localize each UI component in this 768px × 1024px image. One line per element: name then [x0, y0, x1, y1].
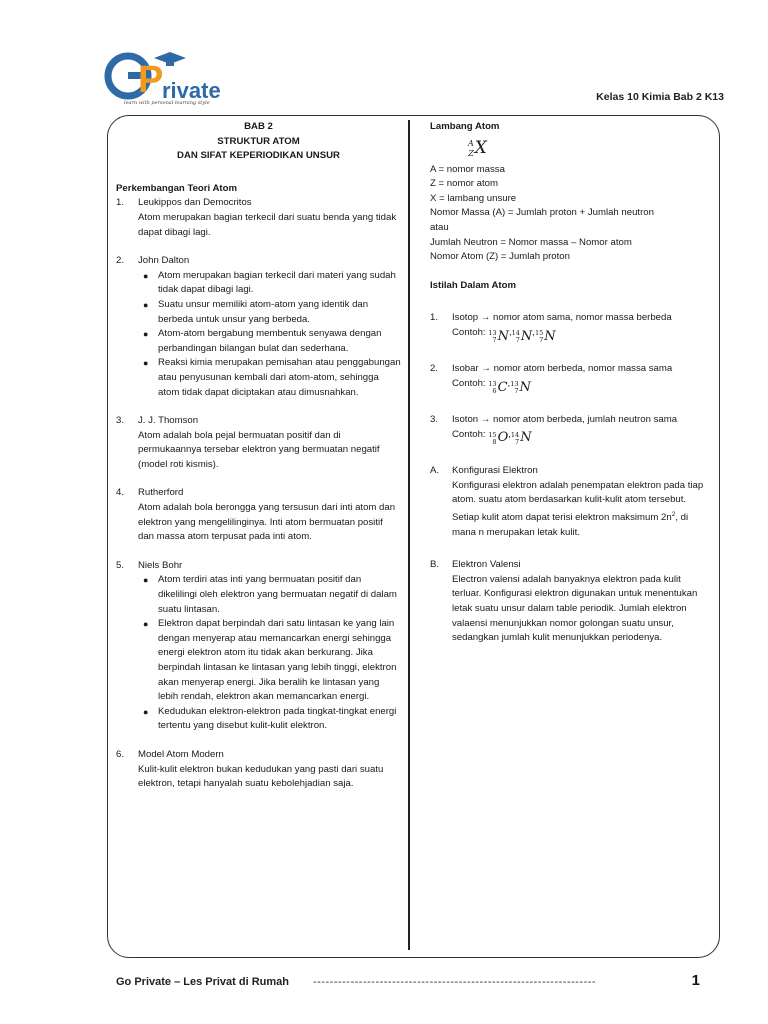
theory-item: 5. Niels Bohr ● Atom terdiri atas inti yang bermuatan positif dan dikelilingi oleh elektron yang bermuatan negatif di dalam suatu lintasan. ● Elektron dapat berpindah dari satu lintasan ke yang lain dengan menyerap atau memancarkan energi sehingga energi elektron atom itu tidak akan berkurang. Jika berpindah lintasan ke lintasan yang lebih tinggi, elektron akan menyerap energi. Jika beralih ke lintasan yang lebih rendah, elektron akan memancarkan energi. ● Kedudukan elektron-elektron pada tingkat-tingkat energi tertentu yang disebut kulit-kulit elektron. — [116, 559, 401, 734]
term-isoton: 3. Isoton → nomor atom berbeda, jumlah neutron sama Contoh: 15 8 O , 14 7 N — [430, 413, 712, 446]
definition-line: X = lambang unsure — [430, 192, 517, 204]
theory-name: John Dalton — [138, 255, 190, 267]
theory-name: J. J. Thomson — [138, 415, 199, 427]
definition-line: Jumlah Neutron = Nomor massa – Nomor atom — [430, 236, 632, 248]
lambang-heading: Lambang Atom — [430, 121, 500, 132]
theory-name: Rutherford — [138, 487, 184, 499]
term-isotop: 1. Isotop → nomor atom sama, nomor massa berbeda Contoh: 13 7 N , 14 7 N , 15 7 N — [430, 311, 712, 344]
definition-line: Nomor Atom (Z) = Jumlah proton — [430, 251, 570, 263]
definition-line: A = nomor massa — [430, 163, 505, 175]
bullet-item: ● Atom terdiri atas inti yang bermuatan positif dan dikelilingi oleh elektron yang bermuatan negatif di dalam suatu lintasan. — [143, 574, 397, 615]
definition-line: atau — [430, 221, 449, 233]
left-column — [116, 120, 401, 792]
section-text: Konfigurasi elektron adalah penempatan elektron pada tiap atom. suatu atom berdasarkan kulit-kulit atom tersebut. Setiap kulit atom dapat terisi elektron maksimum $2n^2$, di mana n merupakan letak kulit. — [452, 479, 704, 538]
section-text: Electron valensi adalah banyaknya elektron pada kulit terluar. Konfigurasi elektron digunakan untuk menentukan letak suatu unsur dalam table periodik. Jumlah elektron valaensi menunjukkan nomor golongan suatu unsur, sedangkan jumlah kulit menunjukkan periodenya. — [452, 573, 698, 644]
svg-text:P: P — [138, 59, 164, 101]
theory-name: Leukippos dan Democritos — [138, 197, 252, 209]
example-line: Contoh: 13 7 N , 14 7 N , 15 7 N — [452, 326, 556, 344]
theory-name: Niels Bohr — [138, 559, 183, 571]
logo-wordmark: rivate — [162, 78, 221, 103]
chapter-number: BAB 2 — [244, 121, 273, 132]
theory-item: 1. Leukippos dan Democritos Atom merupakan bagian terkecil dari suatu benda yang tidak dapat dibagi lagi. — [116, 196, 401, 240]
section-title: Elektron Valensi — [452, 559, 521, 571]
page-number: 1 — [691, 972, 700, 989]
right-column — [430, 120, 712, 646]
theory-item: 4. Rutherford Atom adalah bola berongga yang tersusun dari inti atom dan elektron yang mengelilinginya. Inti atom bermuatan positif dan massa atom terpusat pada inti atom. — [116, 486, 401, 544]
atom-symbol: A Z X — [468, 138, 487, 159]
definition-line: Nomor Massa (A) = Jumlah proton + Jumlah neutron — [430, 207, 654, 219]
bullet-item: ● Atom-atom bergabung membentuk senyawa dengan perbandingan bilangan bulat dan sederhana. — [143, 328, 382, 354]
theory-text: Atom merupakan bagian terkecil dari suatu benda yang tidak dapat dibagi lagi. — [138, 211, 397, 238]
bullet-item: ● Reaksi kimia merupakan pemisahan atau penggabungan atau penyusunan kembali dari atom-atom, sehingga atom tidak dapat diciptakan atau dimusnahkan. — [143, 357, 401, 398]
bullet-item: ● Elektron dapat berpindah dari satu lintasan ke yang lain dengan menyerap atau memancarkan energi sehingga energi elektron atom itu tidak akan berkurang. Jika berpindah lintasan ke lintasan yang lebih tinggi, elektron akan menyerap energi. Jika beralih ke lintasan yang lebih rendah, elektron akan memancarkan energi. — [143, 618, 397, 703]
course-label: Kelas 10 Kimia Bab 2 K13 — [596, 91, 724, 103]
section-konfigurasi: A. Konfigurasi Elektron Konfigurasi elektron adalah penempatan elektron pada tiap atom. suatu atom berdasarkan kulit-kulit atom tersebut. Setiap kulit atom dapat terisi elektron maksimum $2n^2$, di mana n merupakan letak kulit. — [430, 464, 712, 540]
theory-item: 2. John Dalton ● Atom merupakan bagian terkecil dari materi yang sudah tidak dapat dibagi lagi. ● Suatu unsur memiliki atom-atom yang identik dan berbeda untuk unsur yang berbeda. ● Atom-atom bergabung membentuk senyawa dengan perbandingan bilangan bulat dan sederhana. ● Reaksi kimia merupakan pemisahan atau penggabungan atau penyusunan kembali dari atom-atom, sehingga atom tidak dapat diciptakan atau dimusnahkan. — [116, 254, 401, 400]
example-line: Contoh: 13 6 C , 13 7 N — [452, 377, 531, 395]
bullet-item: ● Atom merupakan bagian terkecil dari materi yang sudah tidak dapat dibagi lagi. — [143, 269, 396, 296]
chapter-title: STRUKTUR ATOM — [217, 135, 300, 147]
bullet-item: ● Kedudukan elektron-elektron pada tingkat-tingkat energi tertentu yang disebut kulit-kulit elektron. — [143, 705, 397, 732]
istilah-heading: Istilah Dalam Atom — [430, 279, 517, 291]
bullet-item: ● Suatu unsur memiliki atom-atom yang identik dan berbeda untuk unsur yang berbeda. — [143, 298, 369, 325]
example-line: Contoh: 15 8 O , 14 7 N — [452, 428, 532, 446]
definition-line: Z = nomor atom — [430, 178, 498, 190]
theory-item: 3. J. J. Thomson Atom adalah bola pejal bermuatan positif dan di permukaannya tersebar elektron yang bermuatan negatif (model roti kismis). — [116, 414, 401, 472]
theory-text: Kulit-kulit elektron bukan kedudukan yang pasti dari suatu elektron, tetapi hanyalah suatu kebolehjadian saja. — [138, 763, 384, 790]
section-valensi: B. Elektron Valensi Electron valensi adalah banyaknya elektron pada kulit terluar. Konfigurasi elektron digunakan untuk menentukan letak suatu unsur dalam table periodik. Jumlah elektron valaensi menunjukkan nomor golongan suatu unsur, sedangkan jumlah kulit menunjukkan periodenya. — [430, 558, 712, 646]
chapter-subtitle: DAN SIFAT KEPERIODIKAN UNSUR — [177, 150, 340, 162]
theory-item: 6. Model Atom Modern Kulit-kulit elektron bukan kedudukan yang pasti dari suatu elektron, tetapi hanyalah suatu kebolehjadian saja. — [116, 748, 401, 792]
column-divider — [408, 120, 410, 950]
term-isobar: 2. Isobar → nomor atom berbeda, nomor massa sama Contoh: 13 6 C , 13 7 N — [430, 362, 712, 395]
logo-tagline: learn with personal learning style — [124, 100, 210, 106]
footer-label: Go Private – Les Privat di Rumah — [116, 976, 290, 988]
theory-text: Atom adalah bola pejal bermuatan positif dan di permukaannya tersebar elektron yang bermuatan negatif (model roti kismis). — [138, 429, 380, 470]
section-title: Konfigurasi Elektron — [452, 465, 538, 477]
section-heading: Perkembangan Teori Atom — [116, 182, 238, 194]
theory-text: Atom adalah bola berongga yang tersusun dari inti atom dan elektron yang mengelilinginya. Inti atom bermuatan positif dan massa atom terpusat pada inti atom. — [138, 502, 396, 543]
footer-dashes: -------------------------------------------------------------------- — [313, 976, 597, 988]
theory-name: Model Atom Modern — [138, 748, 224, 760]
